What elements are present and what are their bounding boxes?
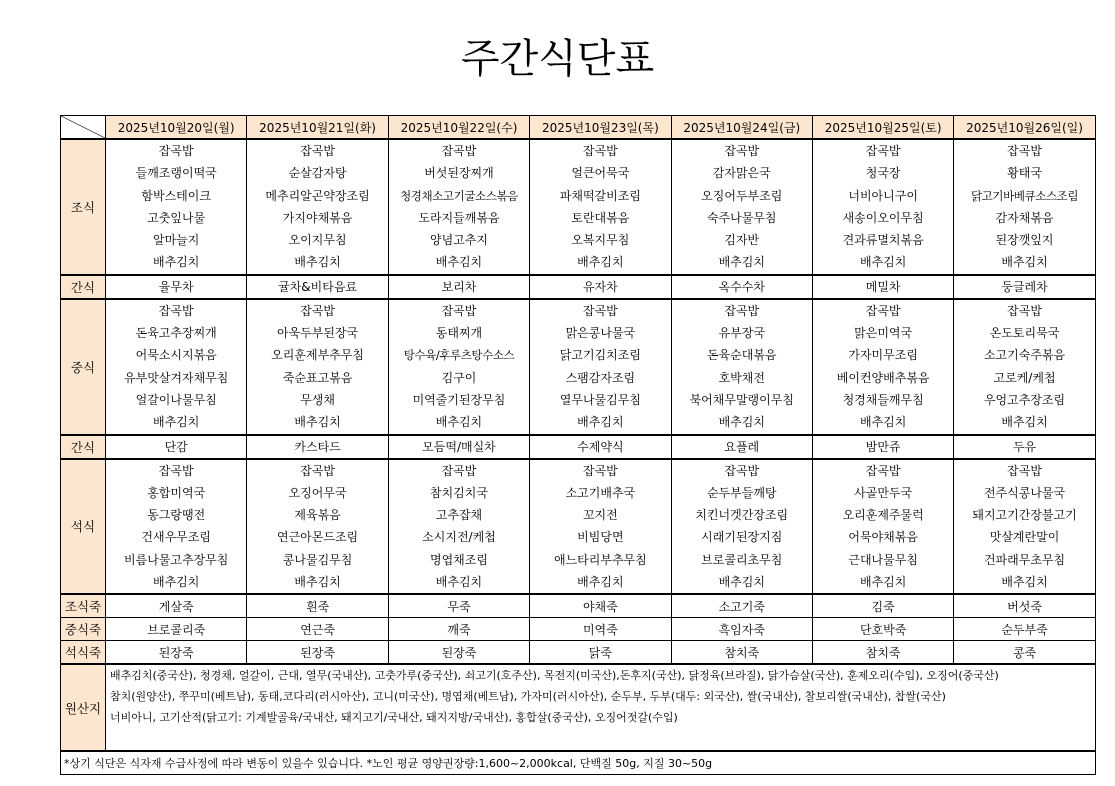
- menu-item: 비빔당면: [577, 530, 624, 545]
- porridge_b-row: [61, 594, 1096, 618]
- menu-item: 잡곡밥: [724, 463, 760, 478]
- menu-item: 순두부들깨탕: [706, 485, 777, 500]
- menu-item: 순살감자탕: [288, 166, 347, 181]
- menu-item: 배추김치: [435, 415, 483, 430]
- breakfast-row: [61, 139, 1096, 275]
- porridge_l-cell: 브로콜리죽: [106, 618, 247, 641]
- origin-label: 원산지: [61, 664, 106, 751]
- menu-item: 고로케/케첩: [993, 370, 1056, 385]
- dinner-day-cell: [671, 459, 812, 595]
- snack1-cell: 보리차: [388, 275, 529, 299]
- menu-item: 양념고추지: [429, 233, 488, 248]
- menu-item: 메추리알곤약장조림: [265, 188, 370, 203]
- snack2-cell: 모듬떡/매실차: [388, 435, 529, 459]
- menu-item: 비름나물고추장무침: [124, 552, 229, 567]
- snack2-cell: 두유: [954, 435, 1095, 459]
- snack1-label: 간식: [61, 275, 106, 299]
- origin-text: [106, 664, 1096, 751]
- snack2-row: [61, 435, 1096, 459]
- menu-item: 배추김치: [435, 575, 483, 590]
- lunch-day-cell: [247, 299, 388, 435]
- porridge_b-label: 조식죽: [61, 594, 106, 618]
- menu-item: 무생채: [300, 392, 335, 407]
- menu-item: 얼갈이나물무침: [135, 392, 217, 407]
- menu-item: 연근아몬드조림: [277, 530, 359, 545]
- menu-item: 시래기된장지짐: [701, 530, 783, 545]
- menu-item: 오리훈제주물럭: [842, 508, 924, 523]
- snack2-cell: 카스타드: [247, 435, 388, 459]
- menu-item: 고춧잎나물: [147, 210, 206, 225]
- porridge_l-label: 중식죽: [61, 618, 106, 641]
- lunch-day-cell: [530, 299, 671, 435]
- menu-item: 배추김치: [718, 415, 765, 430]
- menu-item: 브로콜리초무침: [701, 552, 783, 567]
- breakfast-day-cell: [671, 139, 812, 275]
- origin-line: 너비아니, 고기산적(닭고기: 기계발골육/국내산, 돼지고기/국내산, 돼지지방/국내산), 홍합살(중국산), 오징어젓갈(수입): [110, 711, 678, 725]
- menu-item: 맑은콩나물국: [565, 326, 636, 341]
- menu-item: 잡곡밥: [865, 303, 901, 318]
- menu-item: 맑은미역국: [854, 326, 913, 341]
- menu-item: 청국장: [865, 166, 901, 181]
- lunch-day-cell: [812, 299, 953, 435]
- menu-item: 고추잡채: [435, 508, 483, 523]
- menu-item: 어묵소시지볶음: [135, 348, 217, 363]
- menu-item: 배추김치: [718, 575, 765, 590]
- snack2-cell: 요플레: [671, 435, 812, 459]
- porridge_b-cell: 무죽: [388, 594, 529, 618]
- dinner-day-cell: [388, 459, 529, 595]
- breakfast-day-cell: [530, 139, 671, 275]
- menu-item: 건새우무조림: [141, 530, 211, 545]
- menu-item: 버섯된장찌개: [424, 166, 494, 181]
- menu-item: 배추김치: [1001, 415, 1048, 430]
- dinner-day-cell: [247, 459, 388, 595]
- footnote: *상기 식단은 식자재 수급사정에 따라 변동이 있을수 있습니다. *노인 평균 영양권장량:1,600~2,000kcal, 단백질 50g, 지질 30~50g: [61, 751, 1096, 775]
- menu-item: 잡곡밥: [582, 463, 618, 478]
- menu-item: 오징어두부조림: [701, 188, 783, 203]
- snack1-cell: 귤차&비타음료: [247, 275, 388, 299]
- menu-item: 오리훈제부추무침: [271, 348, 364, 363]
- date-header: 2025년10월21일(화): [247, 116, 388, 140]
- breakfast-day-cell: [812, 139, 953, 275]
- menu-item: 배추김치: [294, 415, 341, 430]
- menu-item: 숙주나물무침: [706, 210, 777, 225]
- menu-item: 배추김치: [294, 575, 341, 590]
- menu-item: 꼬지전: [582, 508, 618, 523]
- lunch-day-cell: [106, 299, 247, 435]
- menu-item: 배추김치: [1001, 255, 1048, 270]
- menu-item: 잡곡밥: [441, 303, 477, 318]
- menu-item: 배추김치: [153, 575, 200, 590]
- origin-line: 참치(원양산), 쭈꾸미(베트남), 동태,코다리(러시아산), 고니(미국산), 명엽채(베트남), 가자미(러시아산), 순두부, 두부(대두: 외국산), 쌀(국내산), 찰보리쌀(국내산), 찹쌀(국산): [110, 690, 946, 704]
- menu-item: 배추김치: [577, 575, 624, 590]
- dinner-day-cell: [812, 459, 953, 595]
- porridge_d-row: [61, 641, 1096, 665]
- menu-item: 배추김치: [577, 255, 624, 270]
- menu-item: 배추김치: [859, 575, 907, 590]
- menu-item: 제육볶음: [294, 508, 341, 523]
- snack1-cell: 메밀차: [812, 275, 953, 299]
- menu-item: 잡곡밥: [865, 144, 901, 158]
- origin-line: 배추김치(중국산), 청경채, 얼갈이, 근대, 열무(국내산), 고춧가루(중국산), 쇠고기(호주산), 목전지(미국산),돈후지(국산), 닭정육(브라질), 닭가슴살(국산), 훈제오리(수입), 오징어(중국산): [110, 669, 999, 683]
- menu-item: 청경채들깨무침: [842, 392, 924, 407]
- menu-item: 전주식콩나물국: [983, 485, 1066, 500]
- menu-item: 돈육고추장찌개: [135, 326, 217, 341]
- porridge_l-cell: 미역죽: [530, 618, 671, 641]
- menu-item: 황태국: [1007, 166, 1042, 181]
- porridge_d-cell: 닭죽: [530, 641, 671, 665]
- menu-item: 우엉고추장조림: [983, 392, 1066, 407]
- snack2-label: 간식: [61, 435, 106, 459]
- menu-item: 맛살계란말이: [989, 530, 1060, 545]
- origin-row: [61, 664, 1096, 751]
- porridge_d-cell: 콩죽: [954, 641, 1095, 665]
- menu-item: 배추김치: [859, 415, 907, 430]
- menu-item: 어묵야채볶음: [848, 530, 918, 545]
- menu-item: 잡곡밥: [582, 144, 618, 158]
- porridge_b-cell: 게살죽: [106, 594, 247, 618]
- porridge_b-cell: 버섯죽: [954, 594, 1095, 618]
- menu-item: 애느타리부추무침: [553, 552, 647, 567]
- menu-item: 배추김치: [153, 415, 200, 430]
- porridge_l-cell: 순두부죽: [954, 618, 1095, 641]
- porridge_l-cell: 흑임자죽: [671, 618, 812, 641]
- menu-item: 잡곡밥: [441, 463, 477, 478]
- snack2-cell: 수제약식: [530, 435, 671, 459]
- snack2-cell: 밤만쥬: [812, 435, 953, 459]
- menu-item: 잡곡밥: [724, 303, 760, 318]
- breakfast-day-cell: [388, 139, 529, 275]
- porridge_b-cell: 야채죽: [530, 594, 671, 618]
- menu-item: 배추김치: [1001, 575, 1048, 590]
- weekly-menu-table: [60, 115, 1096, 775]
- menu-item: 가지야채볶음: [282, 210, 353, 225]
- porridge_d-cell: 참치죽: [812, 641, 953, 665]
- menu-item: 동태찌개: [435, 326, 483, 341]
- porridge_b-cell: 흰죽: [247, 594, 388, 618]
- porridge_l-cell: 깨죽: [388, 618, 529, 641]
- corner-cell: [61, 116, 106, 140]
- menu-item: 잡곡밥: [300, 303, 335, 318]
- menu-item: 건파래무초무침: [983, 552, 1066, 567]
- porridge_d-cell: 된장죽: [388, 641, 529, 665]
- menu-item: 탕수육/후루츠탕수소스: [403, 348, 515, 363]
- menu-item: 배추김치: [153, 255, 200, 270]
- menu-item: 닭고기김치조림: [559, 348, 641, 363]
- menu-item: 호박채전: [718, 370, 765, 385]
- snack1-cell: 옥수수차: [671, 275, 812, 299]
- date-header-row: [61, 116, 1096, 140]
- menu-item: 도라지들깨볶음: [418, 210, 500, 225]
- menu-item: 홍합미역국: [147, 485, 206, 500]
- menu-item: 잡곡밥: [158, 144, 194, 158]
- page-title: 주간식단표: [460, 36, 655, 82]
- menu-item: 너비아니구이: [848, 188, 918, 203]
- dinner-day-cell: [106, 459, 247, 595]
- menu-item: 잡곡밥: [441, 144, 477, 158]
- menu-item: 닭고기바베큐소스조림: [970, 188, 1079, 203]
- date-header: 2025년10월20일(월): [106, 116, 247, 140]
- menu-item: 미역줄기된장무침: [412, 392, 506, 407]
- menu-item: 함박스테이크: [141, 188, 211, 203]
- breakfast-label: 조식: [61, 139, 106, 275]
- menu-item: 잡곡밥: [1007, 303, 1042, 318]
- snack1-cell: 둥글레차: [954, 275, 1095, 299]
- menu-item: 배추김치: [859, 255, 907, 270]
- date-header: 2025년10월22일(수): [388, 116, 529, 140]
- menu-item: 가자미무조림: [848, 348, 918, 363]
- breakfast-day-cell: [954, 139, 1095, 275]
- menu-item: 베이컨양배추볶음: [836, 370, 930, 385]
- menu-item: 들깨조랭이떡국: [135, 166, 217, 181]
- dinner-day-cell: [530, 459, 671, 595]
- menu-item: 사골만두국: [854, 485, 913, 500]
- breakfast-day-cell: [247, 139, 388, 275]
- date-header: 2025년10월25일(토): [812, 116, 953, 140]
- menu-item: 배추김치: [294, 255, 341, 270]
- lunch-label: 중식: [61, 299, 106, 435]
- snack2-cell: 단감: [106, 435, 247, 459]
- menu-item: 알마늘지: [153, 233, 200, 248]
- porridge_d-cell: 참치죽: [671, 641, 812, 665]
- menu-item: 돼지고기간장불고기: [972, 508, 1077, 523]
- menu-item: 청경채소고기굴소스볶음: [400, 188, 518, 203]
- menu-item: 소고기숙주볶음: [983, 348, 1066, 363]
- dinner-day-cell: [954, 459, 1095, 595]
- date-header: 2025년10월23일(목): [530, 116, 671, 140]
- porridge_l-cell: 연근죽: [247, 618, 388, 641]
- menu-item: 새송이오이무침: [842, 210, 924, 225]
- lunch-day-cell: [954, 299, 1095, 435]
- menu-item: 잡곡밥: [582, 303, 618, 318]
- menu-item: 잡곡밥: [724, 144, 760, 158]
- menu-item: 콩나물김무침: [282, 552, 353, 567]
- lunch-day-cell: [671, 299, 812, 435]
- menu-item: 잡곡밥: [158, 303, 194, 318]
- lunch-day-cell: [388, 299, 529, 435]
- menu-item: 잡곡밥: [865, 463, 901, 478]
- menu-item: 아욱두부된장국: [277, 326, 359, 341]
- menu-item: 소고기배추국: [565, 485, 636, 500]
- menu-item: 오이지무침: [288, 233, 347, 248]
- menu-item: 견과류멸치볶음: [842, 233, 924, 248]
- porridge_d-label: 석식죽: [61, 641, 106, 665]
- menu-item: 된장깻잎지: [995, 233, 1054, 248]
- breakfast-day-cell: [106, 139, 247, 275]
- menu-item: 오복지무침: [571, 233, 630, 248]
- date-header: 2025년10월24일(금): [671, 116, 812, 140]
- porridge_b-cell: 김죽: [812, 594, 953, 618]
- menu-item: 치킨너겟간장조림: [695, 508, 789, 523]
- menu-item: 잡곡밥: [300, 144, 335, 158]
- lunch-row: [61, 299, 1096, 435]
- snack1-cell: 유자차: [530, 275, 671, 299]
- snack1-cell: 율무차: [106, 275, 247, 299]
- porridge_b-cell: 소고기죽: [671, 594, 812, 618]
- menu-item: 유부맛살겨자채무침: [124, 370, 229, 385]
- menu-item: 소시지전/케첩: [422, 530, 496, 545]
- menu-item: 배추김치: [718, 255, 765, 270]
- dinner-row: [61, 459, 1096, 595]
- menu-item: 잡곡밥: [158, 463, 194, 478]
- menu-item: 배추김치: [435, 255, 483, 270]
- menu-item: 죽순표고볶음: [282, 370, 353, 385]
- menu-item: 참치김치국: [429, 485, 488, 500]
- menu-item: 얼큰어묵국: [571, 166, 630, 181]
- porridge_d-cell: 된장죽: [247, 641, 388, 665]
- menu-item: 감자채볶음: [995, 210, 1054, 225]
- menu-item: 파채떡갈비조림: [559, 188, 641, 203]
- date-header: 2025년10월26일(일): [954, 116, 1095, 140]
- dinner-label: 석식: [61, 459, 106, 595]
- menu-item: 북어채무말랭이무침: [689, 392, 794, 407]
- snack1-row: [61, 275, 1096, 299]
- porridge_l-cell: 단호박죽: [812, 618, 953, 641]
- menu-item: 잡곡밥: [1007, 144, 1042, 158]
- menu-item: 감자맑은국: [712, 166, 771, 181]
- menu-item: 김구이: [441, 370, 477, 385]
- menu-item: 근대나물무침: [848, 552, 918, 567]
- menu-item: 명엽채조림: [429, 552, 488, 567]
- menu-item: 열무나물김무침: [559, 392, 641, 407]
- menu-item: 스팸감자조림: [565, 370, 636, 385]
- menu-item: 동그랑땡전: [147, 508, 206, 523]
- menu-item: 토란대볶음: [571, 210, 630, 225]
- porridge_l-row: [61, 618, 1096, 641]
- menu-item: 오징어무국: [288, 485, 347, 500]
- menu-item: 김자반: [724, 233, 760, 248]
- menu-item: 배추김치: [577, 415, 624, 430]
- menu-item: 온도토리묵국: [989, 326, 1060, 341]
- menu-item: 유부장국: [718, 326, 765, 341]
- menu-item: 잡곡밥: [300, 463, 335, 478]
- menu-item: 돈육순대볶음: [706, 348, 777, 363]
- menu-item: 잡곡밥: [1007, 463, 1042, 478]
- porridge_d-cell: 된장죽: [106, 641, 247, 665]
- note-row: [61, 751, 1096, 775]
